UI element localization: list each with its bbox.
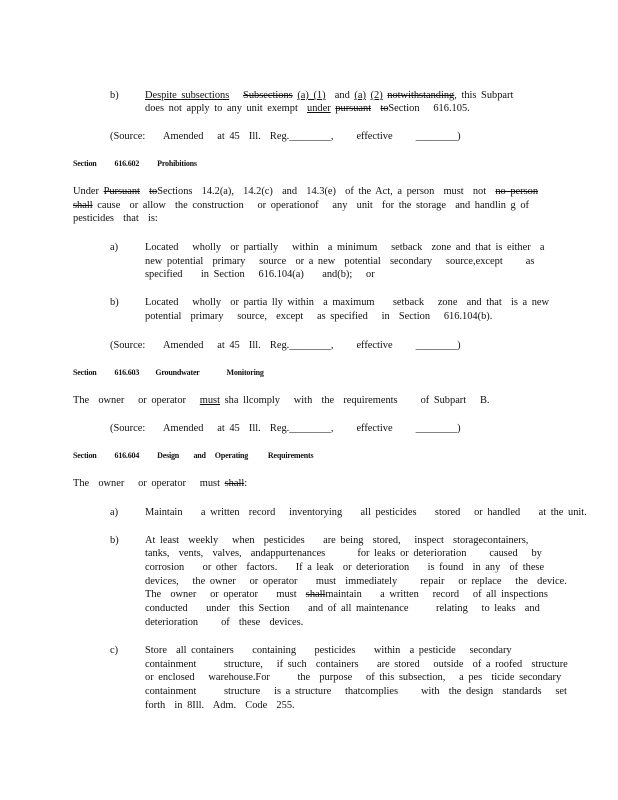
paragraph-line: new potential primary source or a new potential secondary source,except as — [145, 256, 535, 267]
deleted-text: shall — [224, 478, 245, 489]
source-label: (Source: — [110, 423, 146, 434]
text-run: The owner or operator — [73, 395, 186, 406]
inserted-text: (a) — [354, 90, 366, 101]
deleted-text: shall — [73, 200, 93, 211]
paragraph-line: devices, the owner or operator must immediately repair or replace the device. — [145, 576, 567, 587]
paragraph-line: At least weekly when pesticides are being stored, inspect storagecontainers, — [145, 535, 529, 546]
blank-line: ________ — [415, 131, 458, 142]
paragraph-line: containment structure is a structure thatcomplies with the design standards set — [145, 686, 567, 697]
effective-label: effective — [356, 131, 393, 142]
paragraph-line: tanks, vents, valves, andappurtenances for leaks or deterioration caused by — [145, 548, 542, 559]
section-heading — [73, 368, 264, 378]
text-run: sha llcomply with the requirements of Subpart B. — [224, 395, 490, 406]
paragraph-line: specified in Section 616.104(a) and(b); or — [145, 269, 375, 280]
paragraph-line: Located wholly or partia lly within a maximum setback zone and that is a new — [145, 297, 550, 308]
paragraph-line: deterioration of these devices. — [145, 617, 304, 628]
text-run: maintain a written record of all inspections — [325, 589, 548, 600]
deleted-text: no person — [495, 186, 539, 197]
deleted-text: notwithstanding — [387, 90, 455, 101]
section-title: and — [193, 451, 206, 460]
source-text: Amended at 45 Ill. Reg. — [163, 423, 290, 434]
paragraph-line: Store all containers containing pesticides within a pesticide secondary — [145, 645, 512, 656]
effective-label: effective — [356, 340, 393, 351]
source-label: (Source: — [110, 340, 146, 351]
paragraph-line — [73, 394, 489, 407]
text-run: Under — [73, 186, 99, 197]
item-label: b) — [110, 535, 119, 546]
text-run: The owner or operator must — [145, 589, 297, 600]
text-run: Section 616.105. — [388, 103, 470, 114]
source-text: Amended at 45 Ill. Reg. — [163, 340, 290, 351]
section-heading — [73, 159, 197, 169]
comma: , — [330, 131, 334, 142]
text-run: cause or allow the construction or operationof any unit for the storage and handlin g of — [97, 200, 530, 211]
deleted-text: Pursuant — [103, 186, 140, 197]
deleted-text: to — [149, 186, 158, 197]
source-note — [110, 422, 461, 435]
paragraph-line: containment structure, if such containers are stored outside of a roofed structure — [145, 659, 568, 670]
paragraph-line — [73, 185, 538, 198]
item-label: c) — [110, 645, 119, 656]
text-run: and — [334, 90, 350, 101]
deleted-text: to — [380, 103, 389, 114]
inserted-text: under — [307, 103, 331, 114]
comma: , — [330, 340, 334, 351]
section-number: 616.602 — [114, 159, 140, 168]
item-label: a) — [110, 242, 119, 253]
section-heading — [73, 451, 313, 461]
paragraph-line — [145, 102, 470, 115]
section-title: Operating — [214, 451, 249, 460]
paragraph-line: conducted under this Section and of all maintenance relating to leaks and — [145, 603, 540, 614]
source-note — [110, 339, 461, 352]
text-run: The owner or operator must — [73, 478, 220, 489]
paragraph-line — [145, 89, 513, 102]
inserted-text: must — [199, 395, 220, 406]
section-number: 616.604 — [114, 451, 140, 460]
section-title: Design — [157, 451, 180, 460]
paragraph-line: or enclosed warehouse.For the purpose of this subsection, a pes ticide secondary — [145, 672, 562, 683]
source-text: Amended at 45 Ill. Reg. — [163, 131, 290, 142]
section-word: Section — [73, 368, 97, 377]
inserted-text: (2) — [370, 90, 383, 101]
text-run: does not apply to any unit exempt — [145, 103, 298, 114]
paragraph-line: Located wholly or partially within a minimum setback zone and that is either a — [145, 242, 545, 253]
paragraph-line: Maintain a written record inventorying all pesticides stored or handled at the unit. — [145, 507, 587, 518]
section-number: 616.603 — [114, 368, 140, 377]
item-label: b) — [110, 297, 119, 308]
item-label: b) — [110, 90, 119, 101]
inserted-text: (a) (1) — [297, 90, 326, 101]
deleted-text: shall — [305, 589, 326, 600]
section-word: Section — [73, 451, 97, 460]
paren: ) — [457, 340, 461, 351]
section-title: Groundwater — [155, 368, 200, 377]
paragraph-line: potential primary source, except as specified in Section 616.104(b). — [145, 311, 493, 322]
text-run: , this Subpart — [454, 90, 514, 101]
paragraph-line: pesticides that is: — [73, 213, 158, 224]
text-run: : — [244, 478, 248, 489]
item-label: a) — [110, 507, 119, 518]
paren: ) — [457, 423, 461, 434]
section-title: Requirements — [267, 451, 314, 460]
blank-line: ________ — [289, 423, 331, 434]
section-title: Prohibitions — [157, 159, 197, 168]
blank-line: ________ — [289, 131, 331, 142]
source-label: (Source: — [110, 131, 146, 142]
paragraph-line — [73, 199, 529, 212]
source-note — [110, 130, 461, 143]
section-title: Monitoring — [226, 368, 264, 377]
paren: ) — [457, 131, 461, 142]
text-run: Sections 14.2(a), 14.2(c) and 14.3(e) of the Act, a person must not — [157, 186, 487, 197]
section-word: Section — [73, 159, 97, 168]
deleted-text: pursuant — [335, 103, 372, 114]
inserted-text: Despite subsections — [145, 90, 230, 101]
paragraph-line: forth in 8Ill. Adm. Code 255. — [145, 700, 295, 711]
blank-line: ________ — [415, 340, 458, 351]
blank-line: ________ — [289, 340, 331, 351]
paragraph-line: corrosion or other factors. If a leak or deterioration is found in any of these — [145, 562, 545, 573]
paragraph-line — [73, 477, 247, 490]
deleted-text: Subsections — [243, 90, 293, 101]
blank-line: ________ — [415, 423, 458, 434]
paragraph-line — [145, 588, 548, 601]
effective-label: effective — [356, 423, 393, 434]
comma: , — [330, 423, 334, 434]
